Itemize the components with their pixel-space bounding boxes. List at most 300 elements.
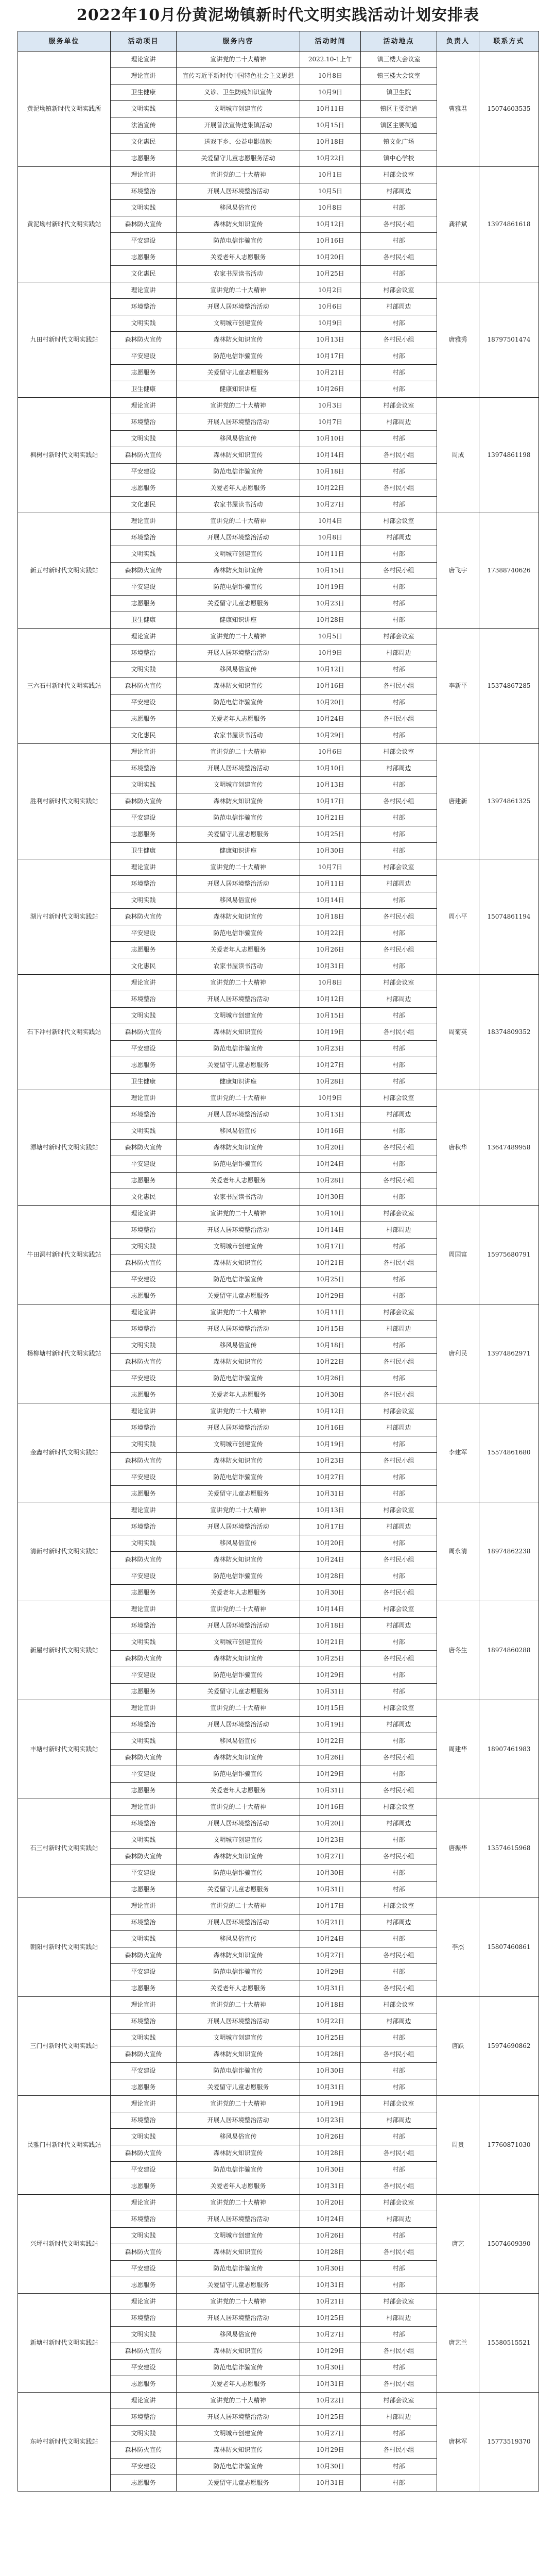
date-cell: 10月14日	[300, 892, 361, 909]
date-cell: 10月12日	[300, 216, 361, 233]
place-cell: 村部会议室	[361, 398, 437, 414]
item-cell: 文化惠民	[111, 1189, 177, 1206]
column-header-unit: 服务单位	[18, 31, 111, 52]
place-cell: 村部会议室	[361, 975, 437, 991]
item-cell: 文化惠民	[111, 958, 177, 975]
item-cell: 志愿服务	[111, 826, 177, 843]
content-cell: 森林防火知识宣传	[177, 1651, 300, 1667]
item-cell: 平安建设	[111, 2063, 177, 2079]
item-cell: 环境整治	[111, 1816, 177, 1832]
date-cell: 10月21日	[300, 1255, 361, 1272]
item-cell: 志愿服务	[111, 1173, 177, 1189]
place-cell: 各村民小组	[361, 1585, 437, 1601]
place-cell: 镇区主要街道	[361, 117, 437, 134]
content-cell: 文明城市创建宣传	[177, 101, 300, 117]
item-cell: 环境整治	[111, 1107, 177, 1123]
place-cell: 村部周边	[361, 876, 437, 892]
place-cell: 村部周边	[361, 1618, 437, 1634]
item-cell: 理论宣讲	[111, 1206, 177, 1222]
date-cell: 10月18日	[300, 134, 361, 150]
content-cell: 防范电信诈骗宣传	[177, 1469, 300, 1486]
date-cell: 10月31日	[300, 2277, 361, 2294]
content-cell: 移风易俗宣传	[177, 431, 300, 447]
place-cell: 村部会议室	[361, 1304, 437, 1321]
place-cell: 各村民小组	[361, 447, 437, 464]
content-cell: 防范电信诈骗宣传	[177, 1667, 300, 1684]
content-cell: 开展人居环境整治活动	[177, 876, 300, 892]
date-cell: 10月29日	[300, 1667, 361, 1684]
content-cell: 防范电信诈骗宣传	[177, 2261, 300, 2277]
content-cell: 关爱留守儿童志愿服务	[177, 1684, 300, 1700]
content-cell: 文明城市创建宣传	[177, 1634, 300, 1651]
place-cell: 各村民小组	[361, 1255, 437, 1272]
content-cell: 文明城市创建宣传	[177, 2426, 300, 2442]
date-cell: 10月21日	[300, 1634, 361, 1651]
unit-cell: 朝阳村新时代文明实践站	[18, 1898, 111, 1997]
date-cell: 10月8日	[300, 975, 361, 991]
item-cell: 卫生健康	[111, 381, 177, 398]
person-cell: 唐秋华	[437, 1090, 479, 1206]
place-cell: 村部	[361, 365, 437, 381]
table-row	[18, 2393, 539, 2409]
page-title: 2022年10月份黄泥坳镇新时代文明实践活动计划安排表	[76, 6, 480, 24]
content-cell: 移风易俗宣传	[177, 1733, 300, 1750]
table-row	[18, 52, 539, 68]
content-cell: 关爱老年人志愿服务	[177, 2178, 300, 2195]
content-cell: 农家书屋读书活动	[177, 1189, 300, 1206]
table-row	[18, 629, 539, 645]
date-cell: 10月25日	[300, 1651, 361, 1667]
content-cell: 开展人居环境整治活动	[177, 1519, 300, 1535]
date-cell: 10月30日	[300, 843, 361, 859]
date-cell: 10月18日	[300, 909, 361, 925]
item-cell: 森林防火宣传	[111, 1750, 177, 1766]
item-cell: 森林防火宣传	[111, 909, 177, 925]
content-cell: 防范电信诈骗宣传	[177, 2459, 300, 2475]
person-cell: 唐跃	[437, 1997, 479, 2096]
content-cell: 防范电信诈骗宣传	[177, 1041, 300, 1057]
item-cell: 森林防火宣传	[111, 1255, 177, 1272]
date-cell: 10月14日	[300, 1222, 361, 1239]
item-cell: 理论宣讲	[111, 859, 177, 876]
item-cell: 环境整治	[111, 2013, 177, 2030]
content-cell: 防范电信诈骗宣传	[177, 1156, 300, 1173]
content-cell: 关爱留守儿童志愿服务	[177, 826, 300, 843]
place-cell: 村部周边	[361, 991, 437, 1008]
content-cell: 宣讲党的二十大精神	[177, 513, 300, 530]
item-cell: 环境整治	[111, 2310, 177, 2327]
date-cell: 10月22日	[300, 2393, 361, 2409]
date-cell: 2022.10-1上午	[300, 52, 361, 68]
item-cell: 环境整治	[111, 645, 177, 662]
content-cell: 移风易俗宣传	[177, 1123, 300, 1140]
content-cell: 防范电信诈骗宣传	[177, 348, 300, 365]
content-cell: 关爱老年人志愿服务	[177, 480, 300, 497]
item-cell: 法治宣传	[111, 117, 177, 134]
phone-cell: 15974690862	[479, 1997, 539, 2096]
place-cell: 村部会议室	[361, 629, 437, 645]
table-header	[18, 31, 539, 52]
date-cell: 10月26日	[300, 2129, 361, 2145]
date-cell: 10月22日	[300, 925, 361, 942]
place-cell: 村部周边	[361, 2013, 437, 2030]
table-row	[18, 2195, 539, 2211]
item-cell: 志愿服务	[111, 1980, 177, 1997]
content-cell: 农家书屋读书活动	[177, 727, 300, 744]
place-cell: 各村民小组	[361, 1783, 437, 1799]
item-cell: 森林防火宣传	[111, 2145, 177, 2162]
date-cell: 10月9日	[300, 1090, 361, 1107]
item-cell: 文明实践	[111, 2228, 177, 2244]
phone-cell: 13974861325	[479, 744, 539, 859]
content-cell: 开展普法宣传进集镇活动	[177, 117, 300, 134]
item-cell: 环境整治	[111, 1321, 177, 1337]
item-cell: 文化惠民	[111, 266, 177, 282]
place-cell: 村部	[361, 1272, 437, 1288]
place-cell: 村部	[361, 1486, 437, 1502]
place-cell: 村部会议室	[361, 167, 437, 183]
date-cell: 10月25日	[300, 1272, 361, 1288]
column-header-phone: 联系方式	[479, 31, 539, 52]
item-cell: 志愿服务	[111, 596, 177, 612]
place-cell: 村部会议室	[361, 1090, 437, 1107]
content-cell: 农家书屋读书活动	[177, 958, 300, 975]
content-cell: 文明城市创建宣传	[177, 777, 300, 793]
date-cell: 10月21日	[300, 365, 361, 381]
content-cell: 关爱老年人志愿服务	[177, 711, 300, 727]
place-cell: 村部	[361, 2277, 437, 2294]
item-cell: 平安建设	[111, 1272, 177, 1288]
content-cell: 健康知识讲座	[177, 843, 300, 859]
place-cell: 村部	[361, 2228, 437, 2244]
place-cell: 村部周边	[361, 1222, 437, 1239]
content-cell: 森林防火知识宣传	[177, 563, 300, 579]
content-cell: 移风易俗宣传	[177, 2129, 300, 2145]
place-cell: 村部会议室	[361, 744, 437, 760]
content-cell: 宣讲党的二十大精神	[177, 167, 300, 183]
item-cell: 平安建设	[111, 2261, 177, 2277]
date-cell: 10月4日	[300, 513, 361, 530]
item-cell: 文明实践	[111, 1535, 177, 1552]
content-cell: 文明城市创建宣传	[177, 1239, 300, 1255]
place-cell: 村部	[361, 546, 437, 563]
unit-cell: 黄泥坳镇新时代文明实践所	[18, 52, 111, 167]
table-row	[18, 2294, 539, 2310]
content-cell: 移风易俗宣传	[177, 662, 300, 678]
place-cell: 镇文化广场	[361, 134, 437, 150]
date-cell: 10月29日	[300, 2442, 361, 2459]
content-cell: 农家书屋读书活动	[177, 497, 300, 513]
person-cell: 唐利民	[437, 1304, 479, 1403]
place-cell: 村部	[361, 233, 437, 249]
content-cell: 移风易俗宣传	[177, 1535, 300, 1552]
content-cell: 防范电信诈骗宣传	[177, 694, 300, 711]
place-cell: 村部	[361, 810, 437, 826]
content-cell: 宣讲党的二十大精神	[177, 1502, 300, 1519]
content-cell: 防范电信诈骗宣传	[177, 2360, 300, 2376]
item-cell: 平安建设	[111, 1469, 177, 1486]
phone-cell: 18974862238	[479, 1502, 539, 1601]
place-cell: 村部	[361, 1733, 437, 1750]
place-cell: 各村民小组	[361, 1750, 437, 1766]
place-cell: 各村民小组	[361, 793, 437, 810]
item-cell: 卫生健康	[111, 84, 177, 101]
item-cell: 环境整治	[111, 1717, 177, 1733]
content-cell: 宣讲党的二十大精神	[177, 1799, 300, 1816]
content-cell: 宣讲党的二十大精神	[177, 1601, 300, 1618]
date-cell: 10月20日	[300, 1816, 361, 1832]
place-cell: 村部	[361, 843, 437, 859]
item-cell: 森林防火宣传	[111, 2046, 177, 2063]
item-cell: 文明实践	[111, 2129, 177, 2145]
content-cell: 开展人居环境整治活动	[177, 2013, 300, 2030]
place-cell: 各村民小组	[361, 332, 437, 348]
date-cell: 10月10日	[300, 1206, 361, 1222]
content-cell: 森林防火知识宣传	[177, 1453, 300, 1469]
content-cell: 关爱留守儿童志愿服务	[177, 1882, 300, 1898]
table-row	[18, 1206, 539, 1222]
table-row	[18, 1997, 539, 2013]
content-cell: 开展人居环境整治活动	[177, 760, 300, 777]
person-cell: 唐艺兰	[437, 2294, 479, 2393]
date-cell: 10月30日	[300, 2459, 361, 2475]
table-row	[18, 1403, 539, 1420]
content-cell: 森林防火知识宣传	[177, 1947, 300, 1964]
content-cell: 开展人居环境整治活动	[177, 183, 300, 200]
date-cell: 10月31日	[300, 1783, 361, 1799]
date-cell: 10月13日	[300, 332, 361, 348]
item-cell: 理论宣讲	[111, 2195, 177, 2211]
person-cell: 周国富	[437, 1206, 479, 1304]
place-cell: 村部周边	[361, 760, 437, 777]
content-cell: 宣传习近平新时代中国特色社会主义思想	[177, 68, 300, 84]
item-cell: 志愿服务	[111, 1684, 177, 1700]
item-cell: 卫生健康	[111, 1074, 177, 1090]
person-cell: 周菊英	[437, 975, 479, 1090]
column-header-content: 服务内容	[177, 31, 300, 52]
item-cell: 理论宣讲	[111, 167, 177, 183]
date-cell: 10月24日	[300, 2211, 361, 2228]
table-row	[18, 1502, 539, 1519]
date-cell: 10月30日	[300, 1865, 361, 1882]
item-cell: 环境整治	[111, 1618, 177, 1634]
content-cell: 关爱留守儿童志愿服务	[177, 1057, 300, 1074]
table-row	[18, 1090, 539, 1107]
place-cell: 村部会议室	[361, 282, 437, 299]
item-cell: 环境整治	[111, 2112, 177, 2129]
unit-cell: 胜利村新时代文明实践站	[18, 744, 111, 859]
content-cell: 宣讲党的二十大精神	[177, 398, 300, 414]
date-cell: 10月16日	[300, 233, 361, 249]
date-cell: 10月25日	[300, 2310, 361, 2327]
unit-cell: 丰塘村新时代文明实践站	[18, 1700, 111, 1799]
content-cell: 宣讲党的二十大精神	[177, 629, 300, 645]
date-cell: 10月30日	[300, 2360, 361, 2376]
date-cell: 10月15日	[300, 117, 361, 134]
item-cell: 森林防火宣传	[111, 1024, 177, 1041]
place-cell: 各村民小组	[361, 1651, 437, 1667]
content-cell: 开展人居环境整治活动	[177, 1816, 300, 1832]
phone-cell: 18907461983	[479, 1700, 539, 1799]
content-cell: 文明城市创建宣传	[177, 2030, 300, 2046]
place-cell: 村部会议室	[361, 2096, 437, 2112]
content-cell: 宣讲党的二十大精神	[177, 1090, 300, 1107]
date-cell: 10月26日	[300, 381, 361, 398]
date-cell: 10月22日	[300, 1733, 361, 1750]
content-cell: 文明城市创建宣传	[177, 2228, 300, 2244]
item-cell: 志愿服务	[111, 1057, 177, 1074]
place-cell: 村部	[361, 2063, 437, 2079]
item-cell: 环境整治	[111, 183, 177, 200]
date-cell: 10月11日	[300, 546, 361, 563]
place-cell: 各村民小组	[361, 563, 437, 579]
place-cell: 村部	[361, 1634, 437, 1651]
content-cell: 森林防火知识宣传	[177, 909, 300, 925]
content-cell: 森林防火知识宣传	[177, 1140, 300, 1156]
place-cell: 村部会议室	[361, 1403, 437, 1420]
item-cell: 理论宣讲	[111, 282, 177, 299]
place-cell: 村部	[361, 497, 437, 513]
date-cell: 10月29日	[300, 1288, 361, 1304]
place-cell: 村部	[361, 2475, 437, 2492]
phone-cell: 15580515521	[479, 2294, 539, 2393]
date-cell: 10月21日	[300, 2294, 361, 2310]
content-cell: 关爱留守儿童志愿服务	[177, 2079, 300, 2096]
date-cell: 10月29日	[300, 1766, 361, 1783]
place-cell: 各村民小组	[361, 1947, 437, 1964]
place-cell: 村部会议室	[361, 2393, 437, 2409]
phone-cell: 13647489958	[479, 1090, 539, 1206]
item-cell: 理论宣讲	[111, 1799, 177, 1816]
item-cell: 文明实践	[111, 892, 177, 909]
item-cell: 理论宣讲	[111, 975, 177, 991]
content-cell: 宣讲党的二十大精神	[177, 1206, 300, 1222]
content-cell: 森林防火知识宣传	[177, 2442, 300, 2459]
content-cell: 关爱老年人志愿服务	[177, 1980, 300, 1997]
date-cell: 10月23日	[300, 1453, 361, 1469]
date-cell: 10月28日	[300, 1074, 361, 1090]
item-cell: 文明实践	[111, 200, 177, 216]
item-cell: 理论宣讲	[111, 1090, 177, 1107]
content-cell: 农家书屋读书活动	[177, 266, 300, 282]
phone-cell: 15374867285	[479, 629, 539, 744]
unit-cell: 牛田洞村新时代文明实践站	[18, 1206, 111, 1304]
table-row	[18, 2096, 539, 2112]
unit-cell: 兴坪村新时代文明实践站	[18, 2195, 111, 2294]
content-cell: 移风易俗宣传	[177, 1931, 300, 1947]
item-cell: 森林防火宣传	[111, 1552, 177, 1568]
place-cell: 村部	[361, 1239, 437, 1255]
date-cell: 10月31日	[300, 1882, 361, 1898]
date-cell: 10月30日	[300, 1387, 361, 1403]
date-cell: 10月18日	[300, 1997, 361, 2013]
place-cell: 村部周边	[361, 1519, 437, 1535]
date-cell: 10月6日	[300, 299, 361, 315]
content-cell: 健康知识讲座	[177, 381, 300, 398]
item-cell: 森林防火宣传	[111, 447, 177, 464]
item-cell: 志愿服务	[111, 480, 177, 497]
item-cell: 平安建设	[111, 233, 177, 249]
date-cell: 10月27日	[300, 1849, 361, 1865]
date-cell: 10月12日	[300, 662, 361, 678]
content-cell: 宣讲党的二十大精神	[177, 859, 300, 876]
date-cell: 10月24日	[300, 711, 361, 727]
item-cell: 理论宣讲	[111, 1898, 177, 1914]
person-cell: 李新平	[437, 629, 479, 744]
person-cell: 周建华	[437, 1700, 479, 1799]
column-header-date: 活动时间	[300, 31, 361, 52]
date-cell: 10月16日	[300, 1420, 361, 1436]
date-cell: 10月24日	[300, 1931, 361, 1947]
date-cell: 10月26日	[300, 942, 361, 958]
content-cell: 健康知识讲座	[177, 612, 300, 629]
place-cell: 村部周边	[361, 299, 437, 315]
place-cell: 镇三楼大会议室	[361, 52, 437, 68]
place-cell: 村部	[361, 1535, 437, 1552]
place-cell: 村部	[361, 2459, 437, 2475]
item-cell: 平安建设	[111, 1865, 177, 1882]
item-cell: 平安建设	[111, 694, 177, 711]
place-cell: 村部	[361, 1189, 437, 1206]
content-cell: 开展人居环境整治活动	[177, 1107, 300, 1123]
date-cell: 10月15日	[300, 1008, 361, 1024]
place-cell: 村部周边	[361, 1107, 437, 1123]
item-cell: 文明实践	[111, 1733, 177, 1750]
item-cell: 森林防火宣传	[111, 1849, 177, 1865]
date-cell: 10月12日	[300, 1403, 361, 1420]
table-row	[18, 513, 539, 530]
unit-cell: 新塘村新时代文明实践站	[18, 2294, 111, 2393]
date-cell: 10月19日	[300, 1024, 361, 1041]
content-cell: 开展人居环境整治活动	[177, 2310, 300, 2327]
item-cell: 文明实践	[111, 101, 177, 117]
content-cell: 防范电信诈骗宣传	[177, 2162, 300, 2178]
item-cell: 森林防火宣传	[111, 1453, 177, 1469]
place-cell: 镇区主要街道	[361, 101, 437, 117]
item-cell: 志愿服务	[111, 365, 177, 381]
place-cell: 村部	[361, 2030, 437, 2046]
item-cell: 平安建设	[111, 1156, 177, 1173]
content-cell: 防范电信诈骗宣传	[177, 1272, 300, 1288]
item-cell: 平安建设	[111, 2360, 177, 2376]
place-cell: 村部	[361, 777, 437, 793]
unit-cell: 金鑫村新时代文明实践站	[18, 1403, 111, 1502]
place-cell: 村部会议室	[361, 2195, 437, 2211]
item-cell: 森林防火宣传	[111, 678, 177, 694]
date-cell: 10月21日	[300, 810, 361, 826]
item-cell: 志愿服务	[111, 1585, 177, 1601]
place-cell: 村部周边	[361, 2310, 437, 2327]
content-cell: 开展人居环境整治活动	[177, 1717, 300, 1733]
date-cell: 10月9日	[300, 315, 361, 332]
content-cell: 关爱留守儿童志愿服务	[177, 365, 300, 381]
item-cell: 平安建设	[111, 2459, 177, 2475]
date-cell: 10月8日	[300, 68, 361, 84]
place-cell: 村部	[361, 1074, 437, 1090]
date-cell: 10月8日	[300, 200, 361, 216]
content-cell: 宣讲党的二十大精神	[177, 1403, 300, 1420]
date-cell: 10月11日	[300, 101, 361, 117]
item-cell: 志愿服务	[111, 249, 177, 266]
table-row	[18, 975, 539, 991]
table-body	[18, 52, 539, 2492]
place-cell: 村部	[361, 892, 437, 909]
phone-cell: 15074603535	[479, 52, 539, 167]
person-cell: 唐飞宇	[437, 513, 479, 629]
place-cell: 村部	[361, 315, 437, 332]
place-cell: 各村民小组	[361, 1140, 437, 1156]
place-cell: 村部	[361, 1156, 437, 1173]
